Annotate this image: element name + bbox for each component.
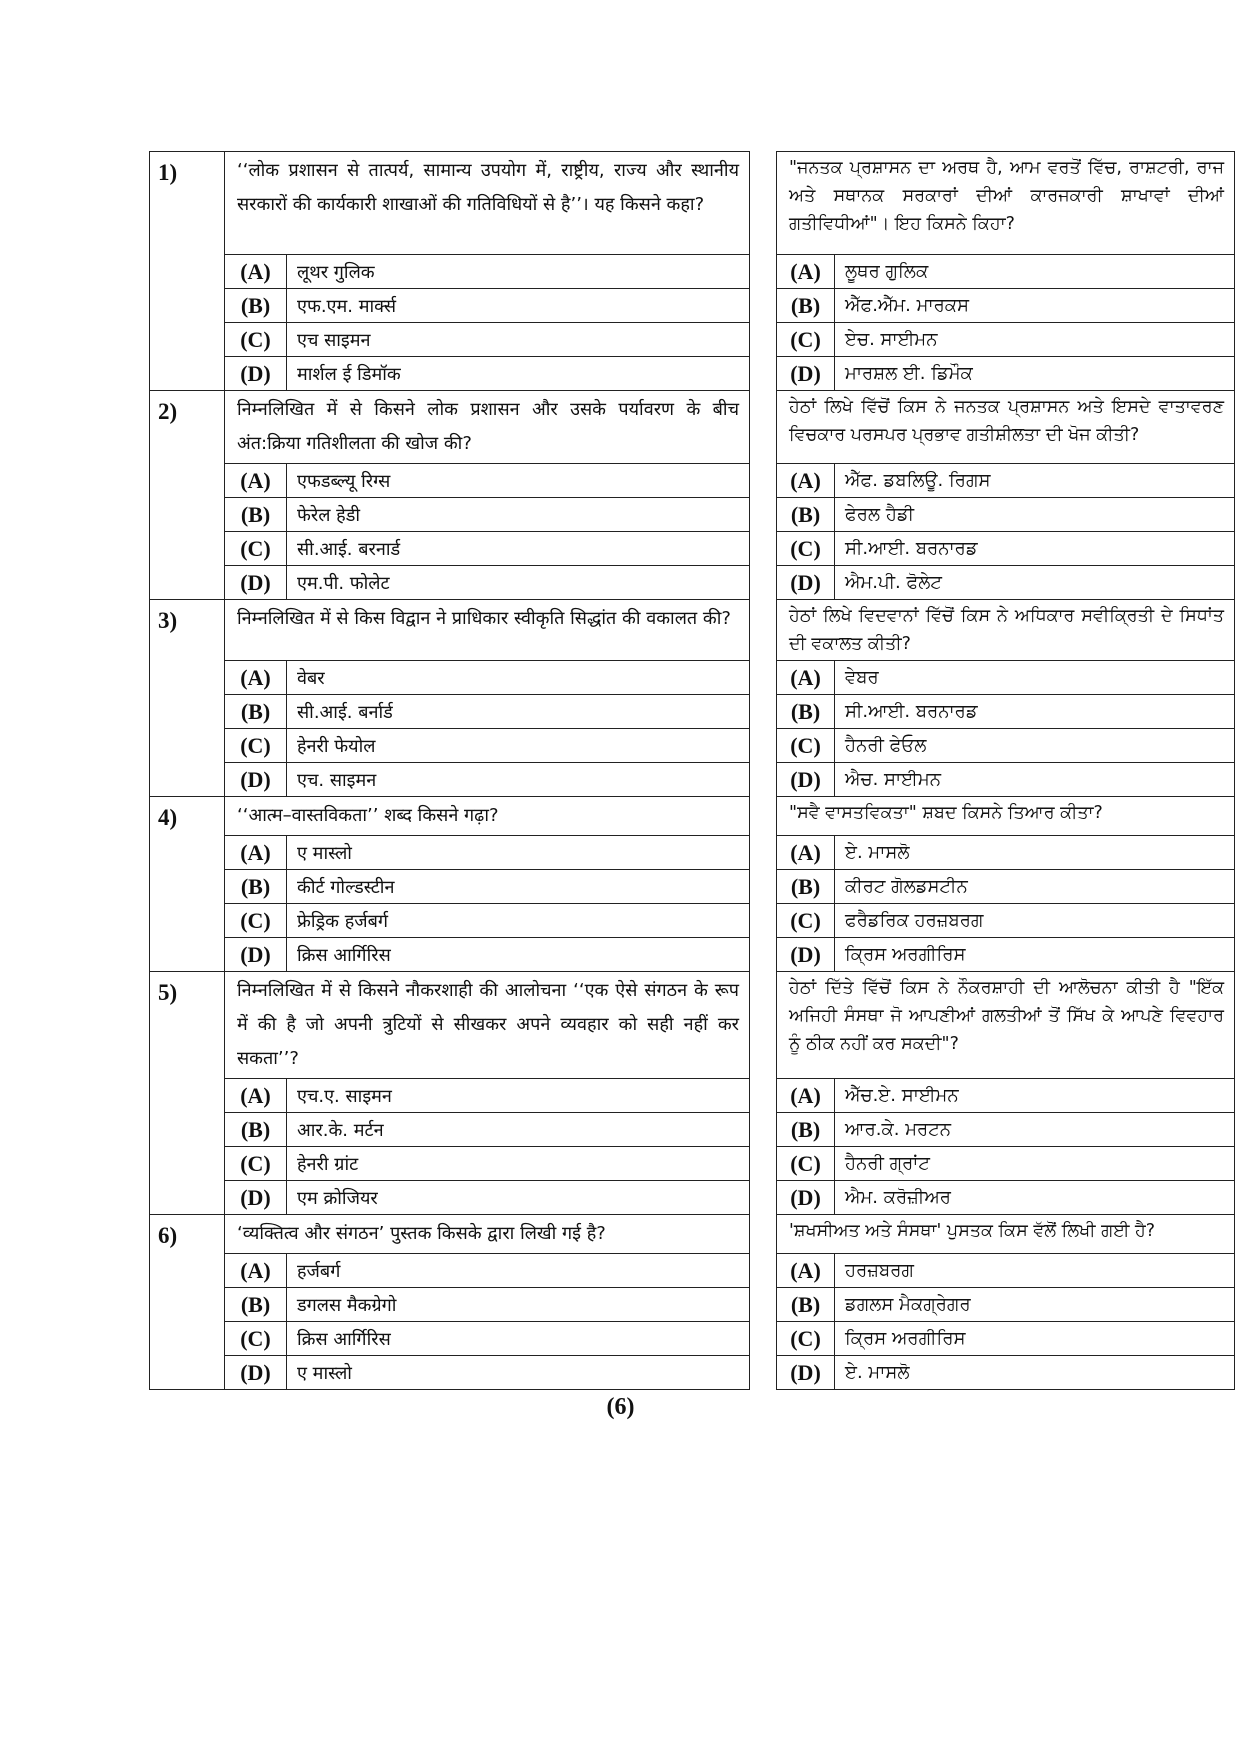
option-label: (B) <box>225 1113 287 1147</box>
option-label: (D) <box>225 357 287 391</box>
option-text-hindi: लूथर गुलिक <box>287 255 750 289</box>
question-row <box>150 152 1235 255</box>
option-label: (B) <box>777 695 835 729</box>
question-number: 4) <box>150 797 225 972</box>
question-row <box>150 600 1235 661</box>
question-text-hindi: निम्नलिखित में से किसने नौकरशाही की आलोचना ‘‘एक ऐसे संगठन के रूप में की है जो अपनी त्रुटियों से सीखकर अपने व्यवहार को सही नहीं कर सकता’’? <box>225 972 750 1079</box>
option-text-hindi: हेनरी ग्रांट <box>287 1147 750 1181</box>
option-row <box>150 289 1235 323</box>
option-label: (B) <box>225 870 287 904</box>
question-text-hindi: ‘‘आत्म–वास्तविकता’’ शब्द किसने गढ़ा? <box>225 797 750 836</box>
option-label: (D) <box>777 938 835 972</box>
option-text-hindi: हेनरी फेयोल <box>287 729 750 763</box>
option-label: (A) <box>777 464 835 498</box>
option-label: (A) <box>777 255 835 289</box>
option-text-hindi: डगलस मैकग्रेगो <box>287 1288 750 1322</box>
question-text-hindi: निम्नलिखित में से किस विद्वान ने प्राधिकार स्वीकृति सिद्धांत की वकालत की? <box>225 600 750 661</box>
option-text-punjabi: ਕ੍ਰਿਸ ਅਰਗੀਰਿਸ <box>835 938 1235 972</box>
option-label: (A) <box>225 836 287 870</box>
option-text-hindi: क्रिस आर्गिरिस <box>287 1322 750 1356</box>
option-text-punjabi: ਹੈਨਰੀ ਫੇਓਲ <box>835 729 1235 763</box>
option-text-punjabi: ਹਰਜ਼ਬਰਗ <box>835 1254 1235 1288</box>
option-label: (D) <box>777 1181 835 1215</box>
option-row <box>150 938 1235 972</box>
option-label: (D) <box>225 938 287 972</box>
option-row <box>150 1288 1235 1322</box>
option-row <box>150 904 1235 938</box>
option-row <box>150 1147 1235 1181</box>
option-text-punjabi: ਐਮ. ਕਰੋਜ਼ੀਅਰ <box>835 1181 1235 1215</box>
option-text-punjabi: ਐਮ.ਪੀ. ਫੋਲੇਟ <box>835 566 1235 600</box>
option-row <box>150 1181 1235 1215</box>
option-row <box>150 729 1235 763</box>
option-label: (D) <box>777 1356 835 1390</box>
option-text-punjabi: ਸੀ.ਆਈ. ਬਰਨਾਰਡ <box>835 695 1235 729</box>
question-row <box>150 391 1235 464</box>
option-label: (A) <box>225 1254 287 1288</box>
option-label: (C) <box>225 1147 287 1181</box>
question-number: 1) <box>150 152 225 391</box>
option-label: (C) <box>225 1322 287 1356</box>
option-text-punjabi: ਐੱਚ.ਏ. ਸਾਈਮਨ <box>835 1079 1235 1113</box>
option-row <box>150 870 1235 904</box>
option-text-hindi: हर्जबर्ग <box>287 1254 750 1288</box>
option-label: (C) <box>777 904 835 938</box>
option-text-punjabi: ਕ੍ਰਿਸ ਅਰਗੀਰਿਸ <box>835 1322 1235 1356</box>
question-text-punjabi: ਹੇਠਾਂ ਲਿਖੇ ਵਿਦਵਾਨਾਂ ਵਿੱਚੋਂ ਕਿਸ ਨੇ ਅਧਿਕਾਰ ਸਵੀਕ੍ਰਿਤੀ ਦੇ ਸਿਧਾਂਤ ਦੀ ਵਕਾਲਤ ਕੀਤੀ? <box>777 600 1235 661</box>
option-label: (B) <box>225 695 287 729</box>
question-number: 5) <box>150 972 225 1215</box>
option-row <box>150 1254 1235 1288</box>
option-label: (A) <box>777 836 835 870</box>
option-label: (C) <box>777 323 835 357</box>
option-text-hindi: आर.के. मर्टन <box>287 1113 750 1147</box>
option-label: (A) <box>777 1079 835 1113</box>
option-row <box>150 836 1235 870</box>
option-label: (B) <box>777 1113 835 1147</box>
option-label: (D) <box>777 763 835 797</box>
option-text-hindi: एफ.एम. मार्क्स <box>287 289 750 323</box>
option-label: (C) <box>777 1147 835 1181</box>
option-row <box>150 1113 1235 1147</box>
option-row <box>150 464 1235 498</box>
option-text-punjabi: ਮਾਰਸ਼ਲ ਈ. ਡਿਮੌਕ <box>835 357 1235 391</box>
option-row <box>150 763 1235 797</box>
option-label: (C) <box>225 323 287 357</box>
question-text-hindi: निम्नलिखित में से किसने लोक प्रशासन और उसके पर्यावरण के बीच अंत:क्रिया गतिशीलता की खोज की? <box>225 391 750 464</box>
option-text-punjabi: ਫੇਰਲ ਹੈਡੀ <box>835 498 1235 532</box>
option-label: (A) <box>225 661 287 695</box>
option-text-punjabi: ਡਗਲਸ ਮੈਕਗ੍ਰੇਗਰ <box>835 1288 1235 1322</box>
option-label: (D) <box>225 763 287 797</box>
option-label: (A) <box>777 1254 835 1288</box>
option-text-punjabi: ਆਰ.ਕੇ. ਮਰਟਨ <box>835 1113 1235 1147</box>
option-label: (C) <box>225 532 287 566</box>
option-text-punjabi: ਏ. ਮਾਸਲੋ <box>835 1356 1235 1390</box>
option-row <box>150 1322 1235 1356</box>
option-text-punjabi: ਏਚ. ਸਾਈਮਨ <box>835 323 1235 357</box>
option-label: (D) <box>225 1181 287 1215</box>
option-label: (B) <box>777 1288 835 1322</box>
option-label: (D) <box>225 566 287 600</box>
option-text-punjabi: ਐੱਫ.ਐੱਮ. ਮਾਰਕਸ <box>835 289 1235 323</box>
option-label: (A) <box>777 661 835 695</box>
option-label: (D) <box>777 566 835 600</box>
option-row <box>150 255 1235 289</box>
column-gap <box>750 972 777 1215</box>
option-row <box>150 1079 1235 1113</box>
option-text-hindi: एच. साइमन <box>287 763 750 797</box>
question-number: 2) <box>150 391 225 600</box>
option-label: (C) <box>225 904 287 938</box>
question-text-hindi: ‘‘लोक प्रशासन से तात्पर्य, सामान्य उपयोग में, राष्ट्रीय, राज्य और स्थानीय सरकारों की कार्यकारी शाखाओं की गतिविधियों से है’’। यह किसने कहा? <box>225 152 750 255</box>
question-text-hindi: ‘व्यक्तित्व और संगठन’ पुस्तक किसके द्वारा लिखी गई है? <box>225 1215 750 1254</box>
column-gap <box>750 391 777 600</box>
question-text-punjabi: 'ਸ਼ਖਸੀਅਤ ਅਤੇ ਸੰਸਥਾ' ਪੁਸਤਕ ਕਿਸ ਵੱਲੋਂ ਲਿਖੀ ਗਈ ਹੈ? <box>777 1215 1235 1254</box>
option-text-punjabi: ਵੇਬਰ <box>835 661 1235 695</box>
option-text-hindi: एम.पी. फोलेट <box>287 566 750 600</box>
option-text-hindi: एम क्रोजियर <box>287 1181 750 1215</box>
option-row <box>150 323 1235 357</box>
option-label: (B) <box>777 498 835 532</box>
option-text-punjabi: ਏ. ਮਾਸਲੋ <box>835 836 1235 870</box>
option-text-hindi: फ्रेड्रिक हर्जबर्ग <box>287 904 750 938</box>
column-gap <box>750 152 777 391</box>
option-label: (B) <box>225 1288 287 1322</box>
question-text-punjabi: "ਸਵੈ ਵਾਸਤਵਿਕਤਾ" ਸ਼ਬਦ ਕਿਸਨੇ ਤਿਆਰ ਕੀਤਾ? <box>777 797 1235 836</box>
option-text-hindi: ए मास्लो <box>287 836 750 870</box>
option-row <box>150 695 1235 729</box>
question-row <box>150 1215 1235 1254</box>
option-text-punjabi: ਲੂਥਰ ਗੁਲਿਕ <box>835 255 1235 289</box>
option-label: (B) <box>777 870 835 904</box>
option-row <box>150 661 1235 695</box>
question-text-punjabi: "ਜਨਤਕ ਪ੍ਰਸ਼ਾਸਨ ਦਾ ਅਰਥ ਹੈ, ਆਮ ਵਰਤੋਂ ਵਿੱਚ, ਰਾਸ਼ਟਰੀ, ਰਾਜ ਅਤੇ ਸਥਾਨਕ ਸਰਕਾਰਾਂ ਦੀਆਂ ਕਾਰਜਕਾਰੀ ਸ਼ਾਖਾਵਾਂ ਦੀਆਂ ਗਤੀਵਿਧੀਆਂ"। ਇਹ ਕਿਸਨੇ ਕਿਹਾ? <box>777 152 1235 255</box>
option-text-hindi: एच.ए. साइमन <box>287 1079 750 1113</box>
option-text-punjabi: ਐੱਫ. ਡਬਲਿਊ. ਰਿਗਸ <box>835 464 1235 498</box>
question-table <box>149 151 1235 1390</box>
option-label: (A) <box>225 464 287 498</box>
question-number: 6) <box>150 1215 225 1390</box>
option-text-punjabi: ਸੀ.ਆਈ. ਬਰਨਾਰਡ <box>835 532 1235 566</box>
option-label: (C) <box>225 729 287 763</box>
option-label: (D) <box>777 357 835 391</box>
option-text-punjabi: ਐਚ. ਸਾਈਮਨ <box>835 763 1235 797</box>
question-row <box>150 797 1235 836</box>
question-number: 3) <box>150 600 225 797</box>
option-text-punjabi: ਫਰੈਡਰਿਕ ਹਰਜ਼ਬਰਗ <box>835 904 1235 938</box>
option-label: (D) <box>225 1356 287 1390</box>
option-text-hindi: फेरेल हेडी <box>287 498 750 532</box>
column-gap <box>750 600 777 797</box>
option-label: (C) <box>777 729 835 763</box>
option-row <box>150 532 1235 566</box>
question-row <box>150 972 1235 1079</box>
page-number: (6) <box>606 1394 635 1420</box>
option-text-hindi: कीर्ट गोल्डस्टीन <box>287 870 750 904</box>
option-text-hindi: वेबर <box>287 661 750 695</box>
option-row <box>150 357 1235 391</box>
column-gap <box>750 797 777 972</box>
option-text-hindi: सी.आई. बर्नार्ड <box>287 695 750 729</box>
question-text-punjabi: ਹੇਠਾਂ ਲਿਖੇ ਵਿੱਚੋਂ ਕਿਸ ਨੇ ਜਨਤਕ ਪ੍ਰਸ਼ਾਸਨ ਅਤੇ ਇਸਦੇ ਵਾਤਾਵਰਣ ਵਿਚਕਾਰ ਪਰਸਪਰ ਪ੍ਰਭਾਵ ਗਤੀਸ਼ੀਲਤਾ ਦੀ ਖੋਜ ਕੀਤੀ? <box>777 391 1235 464</box>
option-label: (B) <box>225 498 287 532</box>
option-label: (C) <box>777 532 835 566</box>
option-row <box>150 498 1235 532</box>
option-text-hindi: ए मास्लो <box>287 1356 750 1390</box>
option-label: (B) <box>225 289 287 323</box>
option-text-hindi: सी.आई. बरनार्ड <box>287 532 750 566</box>
option-row <box>150 1356 1235 1390</box>
option-text-hindi: एफडब्ल्यू रिग्स <box>287 464 750 498</box>
option-text-hindi: एच साइमन <box>287 323 750 357</box>
option-row <box>150 566 1235 600</box>
column-gap <box>750 1215 777 1390</box>
option-label: (B) <box>777 289 835 323</box>
option-text-punjabi: ਕੀਰਟ ਗੋਲਡਸਟੀਨ <box>835 870 1235 904</box>
option-label: (A) <box>225 1079 287 1113</box>
question-text-punjabi: ਹੇਠਾਂ ਦਿੱਤੇ ਵਿੱਚੋਂ ਕਿਸ ਨੇ ਨੌਕਰਸ਼ਾਹੀ ਦੀ ਆਲੋਚਨਾ ਕੀਤੀ ਹੈ "ਇੱਕ ਅਜਿਹੀ ਸੰਸਥਾ ਜੋ ਆਪਣੀਆਂ ਗਲਤੀਆਂ ਤੋਂ ਸਿੱਖ ਕੇ ਆਪਣੇ ਵਿਵਹਾਰ ਨੂੰ ਠੀਕ ਨਹੀਂ ਕਰ ਸਕਦੀ"? <box>777 972 1235 1079</box>
option-label: (C) <box>777 1322 835 1356</box>
option-text-punjabi: ਹੈਨਰੀ ਗ੍ਰਾਂਟ <box>835 1147 1235 1181</box>
option-label: (A) <box>225 255 287 289</box>
option-text-hindi: क्रिस आर्गिरिस <box>287 938 750 972</box>
option-text-hindi: मार्शल ई डिमॉक <box>287 357 750 391</box>
